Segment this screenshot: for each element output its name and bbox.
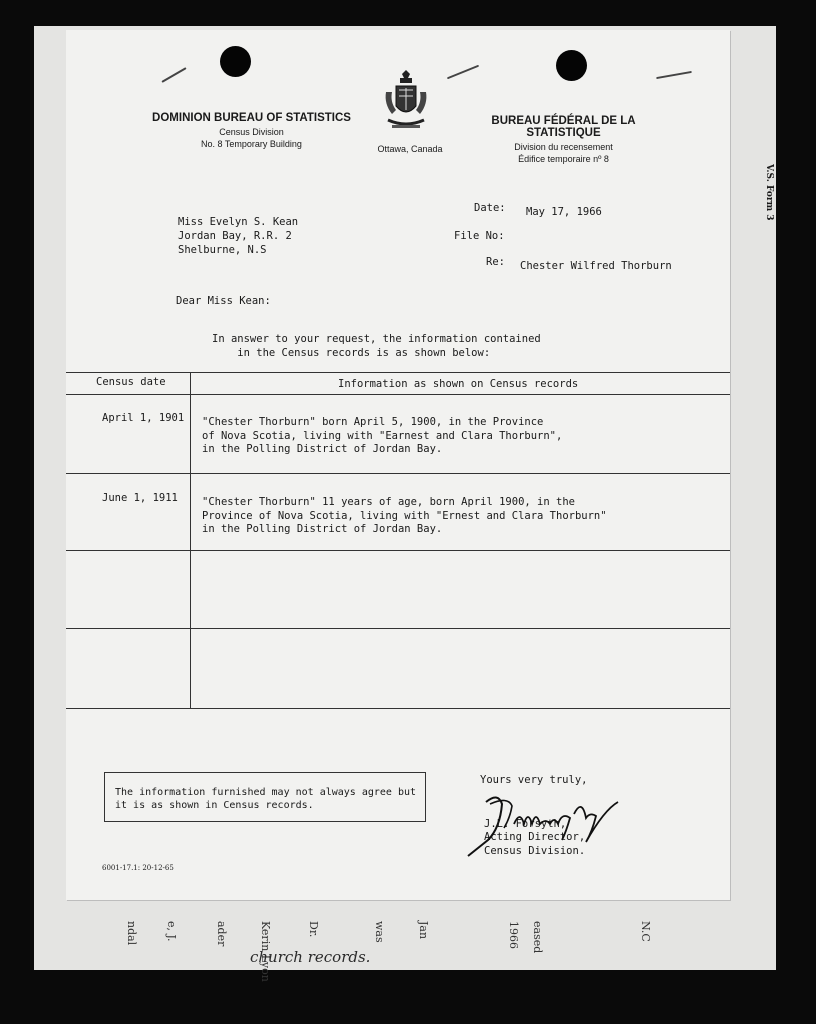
recipient-address-line: Shelburne, N.S [178,244,267,256]
paper-mark [656,71,692,79]
date-label: Date: [474,202,506,214]
table-rule [66,372,730,373]
behind-field: Kerin Lyon [259,921,272,982]
paper-mark [447,65,479,80]
letterhead-english-line: Census Division [219,127,284,137]
form-fields-behind [124,921,784,982]
closing-salutation: Yours very truly, [480,774,588,786]
signatory-name: J.L. Forsyth, [484,817,567,830]
handwritten-signature [458,788,628,860]
punch-hole [220,46,251,77]
table-rule [66,394,730,395]
census-info-cell: "Chester Thorburn" born April 5, 1900, in the Province of Nova Scotia, living with "Earnest and Clara Thorburn", in the Polling District of Jordan Bay. [202,416,563,455]
punch-hole [556,50,587,81]
vs-form-code: V.S. Form 3 [764,164,774,221]
behind-field: 1966 [507,921,520,949]
census-letter [66,30,730,900]
behind-field: e, J. [165,921,178,942]
table-rule [66,473,730,474]
salutation: Dear Miss Kean: [176,295,271,307]
re-label: Re: [486,256,505,268]
table-header-information: Information as shown on Census records [338,378,579,390]
intro-paragraph: In answer to your request, the information contained in the Census records is as shown below: [212,333,541,359]
re-subject: Chester Wilfred Thorburn [520,260,672,272]
signatory-title: Acting Director, [484,831,586,843]
census-date-cell: June 1, 1911 [102,492,178,504]
behind-field: Dr. [307,921,320,938]
table-rule [66,550,730,551]
form-number: 6001-17.1: 20-12-65 [102,864,174,872]
handwritten-note: church records. [250,948,371,966]
table-header-census-date: Census date [96,376,166,388]
letterhead-english-line: No. 8 Temporary Building [201,139,302,149]
letterhead-english-title: DOMINION BUREAU OF STATISTICS [152,112,351,124]
canada-coat-of-arms-icon [382,70,430,132]
behind-field: eased [531,921,544,954]
table-rule [66,708,730,709]
census-date-cell: April 1, 1901 [102,412,185,424]
recipient-address-line: Jordan Bay, R.R. 2 [178,230,292,242]
letterhead-english [144,112,359,150]
letterhead-city: Ottawa, Canada [377,144,443,154]
letterhead-french-line: Édifice temporaire nº 8 [518,154,609,164]
file-number-label: File No: [454,230,505,242]
disclaimer-text: The information furnished may not always agree but it is as shown in Census records. [115,787,417,811]
recipient-name: Miss Evelyn S. Kean [178,216,299,228]
signatory-division: Census Division. [484,844,586,857]
behind-field: N.C [639,921,652,942]
date-value: May 17, 1966 [526,206,602,218]
letterhead-french-title: BUREAU FÉDÉRAL DE LA STATISTIQUE [491,115,636,139]
behind-field: ader [215,921,228,947]
table-rule [66,628,730,629]
letterhead-french-line: Division du recensement [514,142,613,152]
census-info-cell: "Chester Thorburn" 11 years of age, born April 1900, in the Province of Nova Scotia, living with "Ernest and Clara Thorburn" in the Polling District of Jordan Bay. [202,496,607,535]
letterhead-french [456,115,671,165]
table-column-divider [190,372,191,708]
behind-field: ndal [125,921,138,946]
behind-field: Jan [417,921,430,940]
disclaimer-box [104,772,426,822]
behind-field: was [373,921,386,943]
paper-mark [161,67,186,83]
